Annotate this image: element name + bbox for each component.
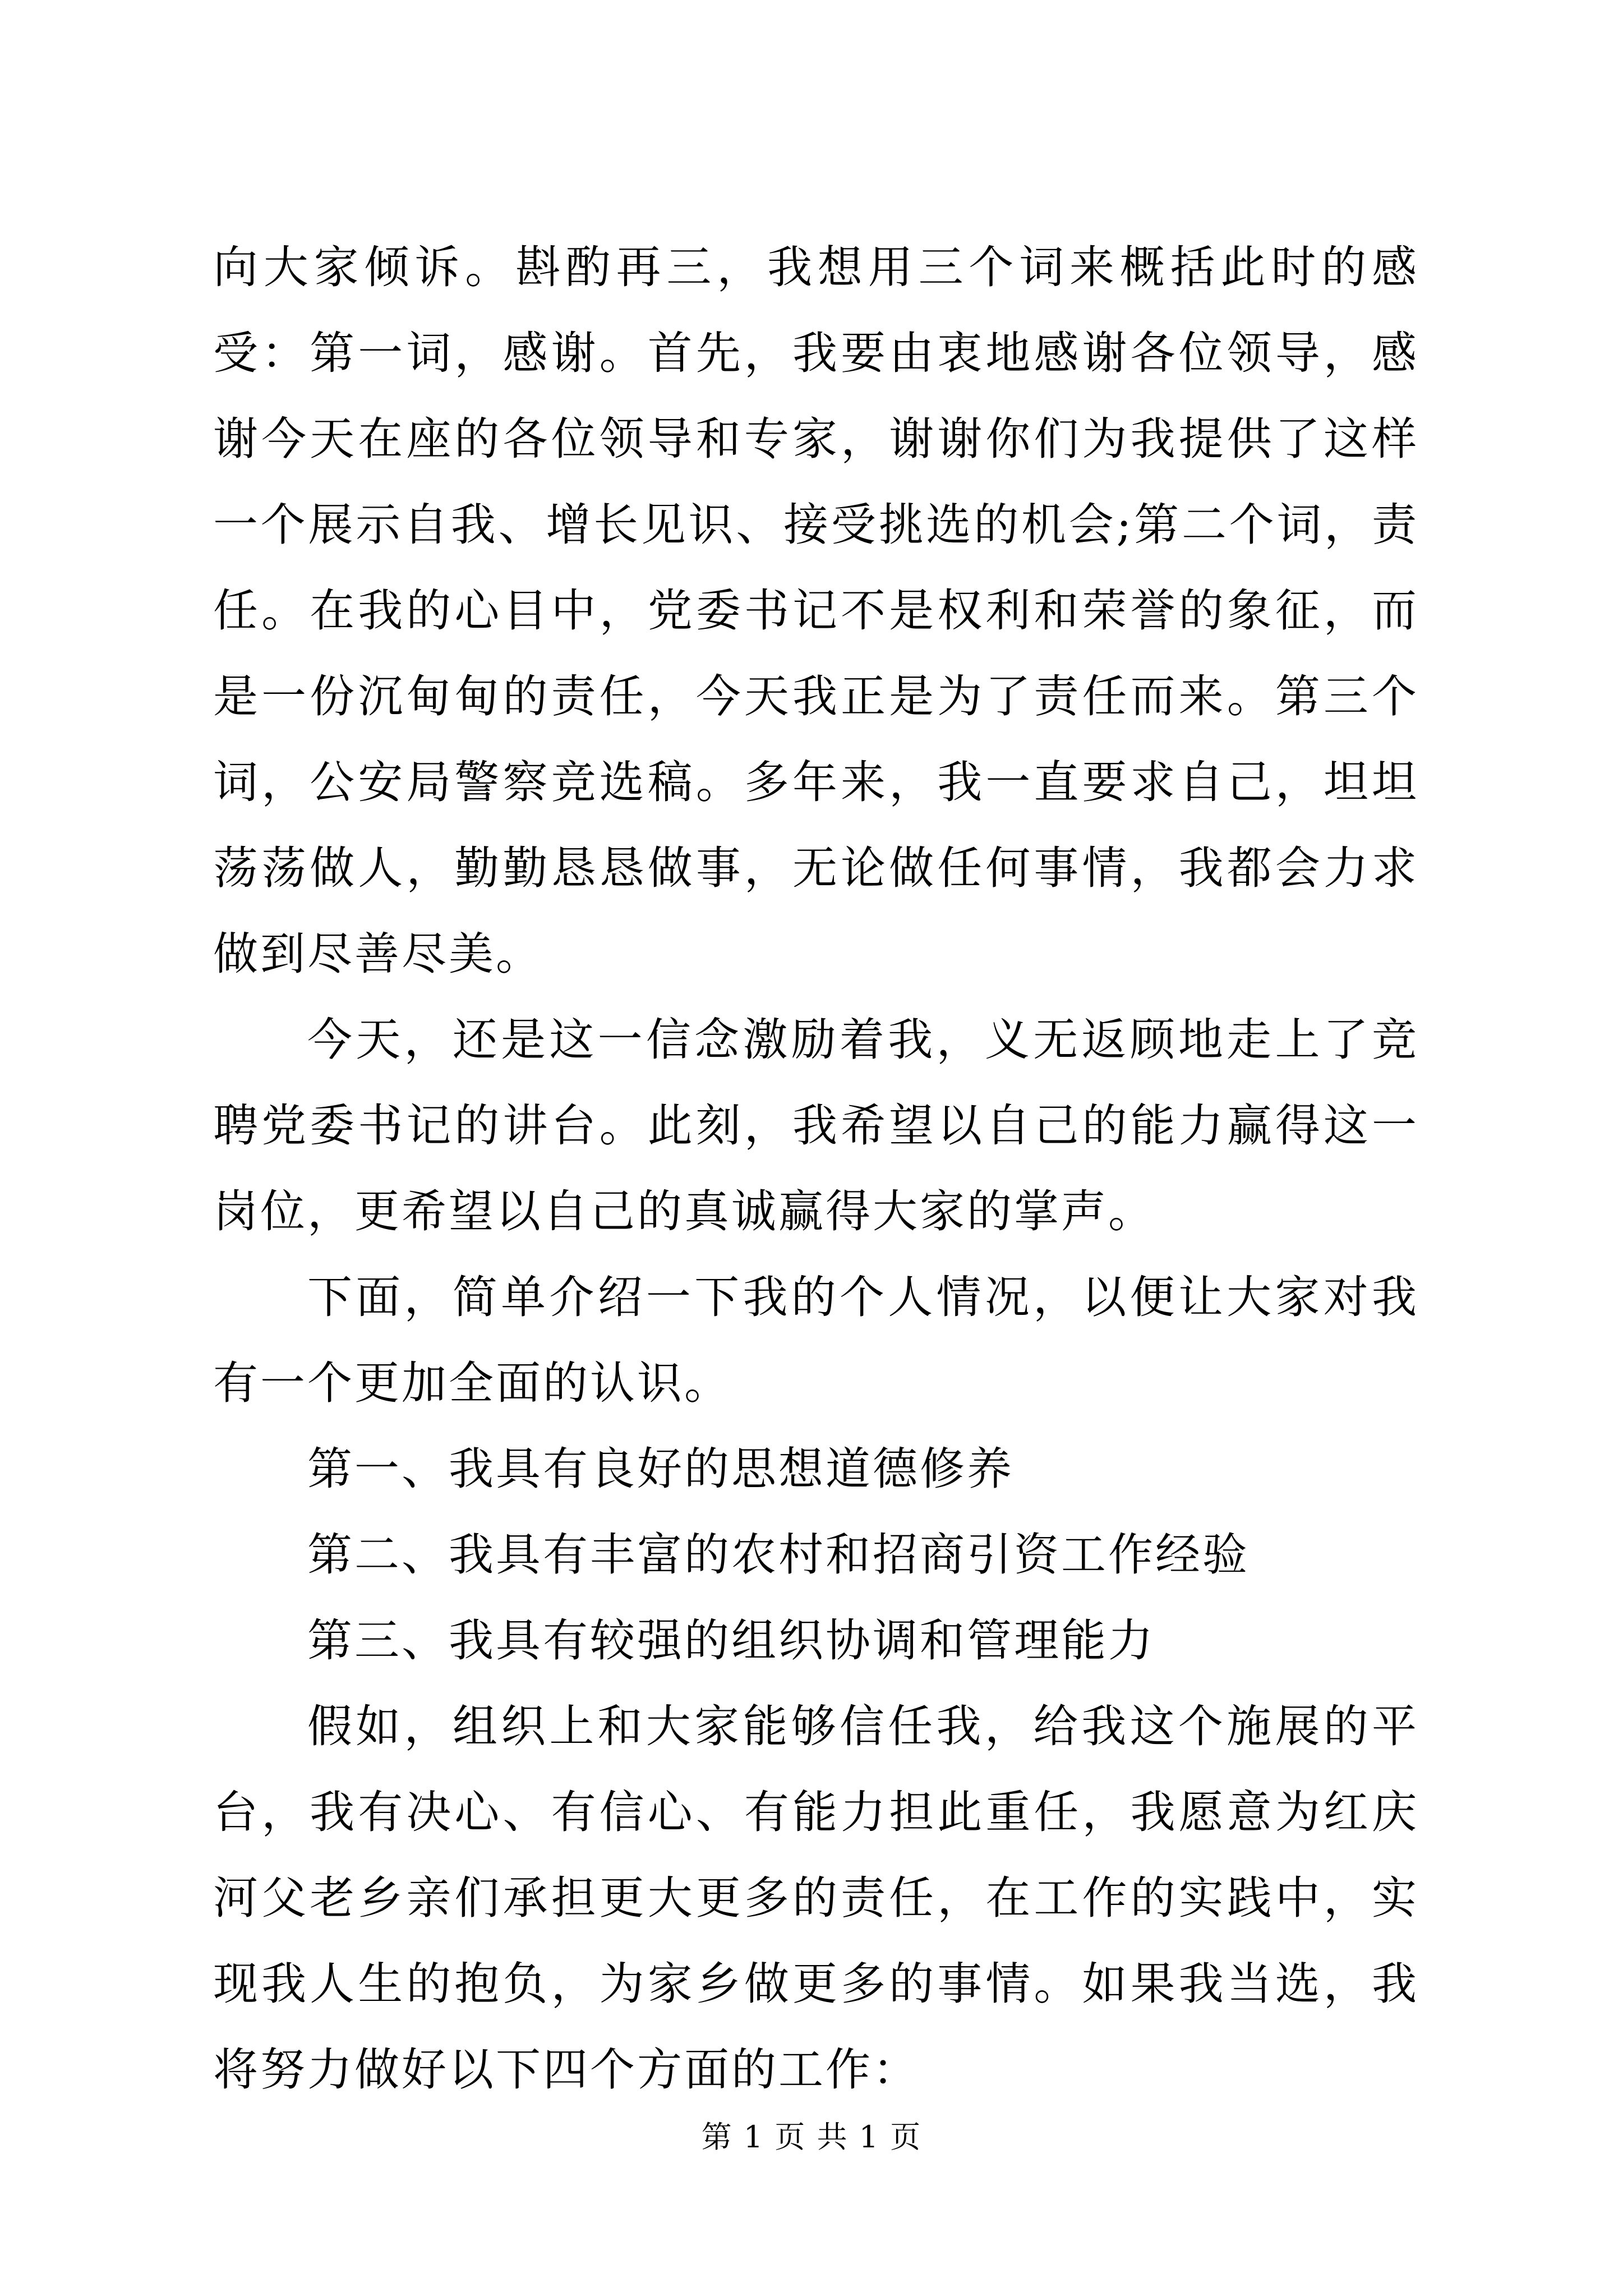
- document-body: [213, 224, 1419, 2113]
- paragraph-6: 第三、我具有较强的组织协调和管理能力: [307, 1614, 1155, 1667]
- paragraph-4: 第一、我具有良好的思想道德修养: [307, 1443, 1014, 1495]
- paragraph-1: 向大家倾诉。斟酌再三，我想用三个词来概括此时的感受：第一词，感谢。首先，我要由衷地感谢各位领导，感谢今天在座的各位领导和专家，谢谢你们为我提供了这样一个展示自我、增长见识、接受挑选的机会;第二个词，责任。在我的心目中，党委书记不是权利和荣誉的象征，而是一份沉甸甸的责任，今天我正是为了责任而来。第三个词，公安局警察竞选稿。多年来，我一直要求自己，坦坦荡荡做人，勤勤恳恳做事，无论做任何事情，我都会力求做到尽善尽美。: [213, 241, 1419, 980]
- paragraph-7: 假如，组织上和大家能够信任我，给我这个施展的平台，我有决心、有信心、有能力担此重任，我愿意为红庆河父老乡亲们承担更大更多的责任，在工作的实践中，实现我人生的抱负，为家乡做更多的事情。如果我当选，我将努力做好以下四个方面的工作：: [213, 1700, 1419, 2096]
- paragraph-5: 第二、我具有丰富的农村和招商引资工作经验: [307, 1529, 1249, 1581]
- page-number-footer: 第 1 页 共 1 页: [701, 2119, 922, 2155]
- paragraph-3: 下面，简单介绍一下我的个人情况，以便让大家对我有一个更加全面的认识。: [213, 1271, 1419, 1409]
- paragraph-2: 今天，还是这一信念激励着我，义无返顾地走上了竞聘党委书记的讲台。此刻，我希望以自己的能力赢得这一岗位，更希望以自己的真诚赢得大家的掌声。: [213, 1014, 1419, 1237]
